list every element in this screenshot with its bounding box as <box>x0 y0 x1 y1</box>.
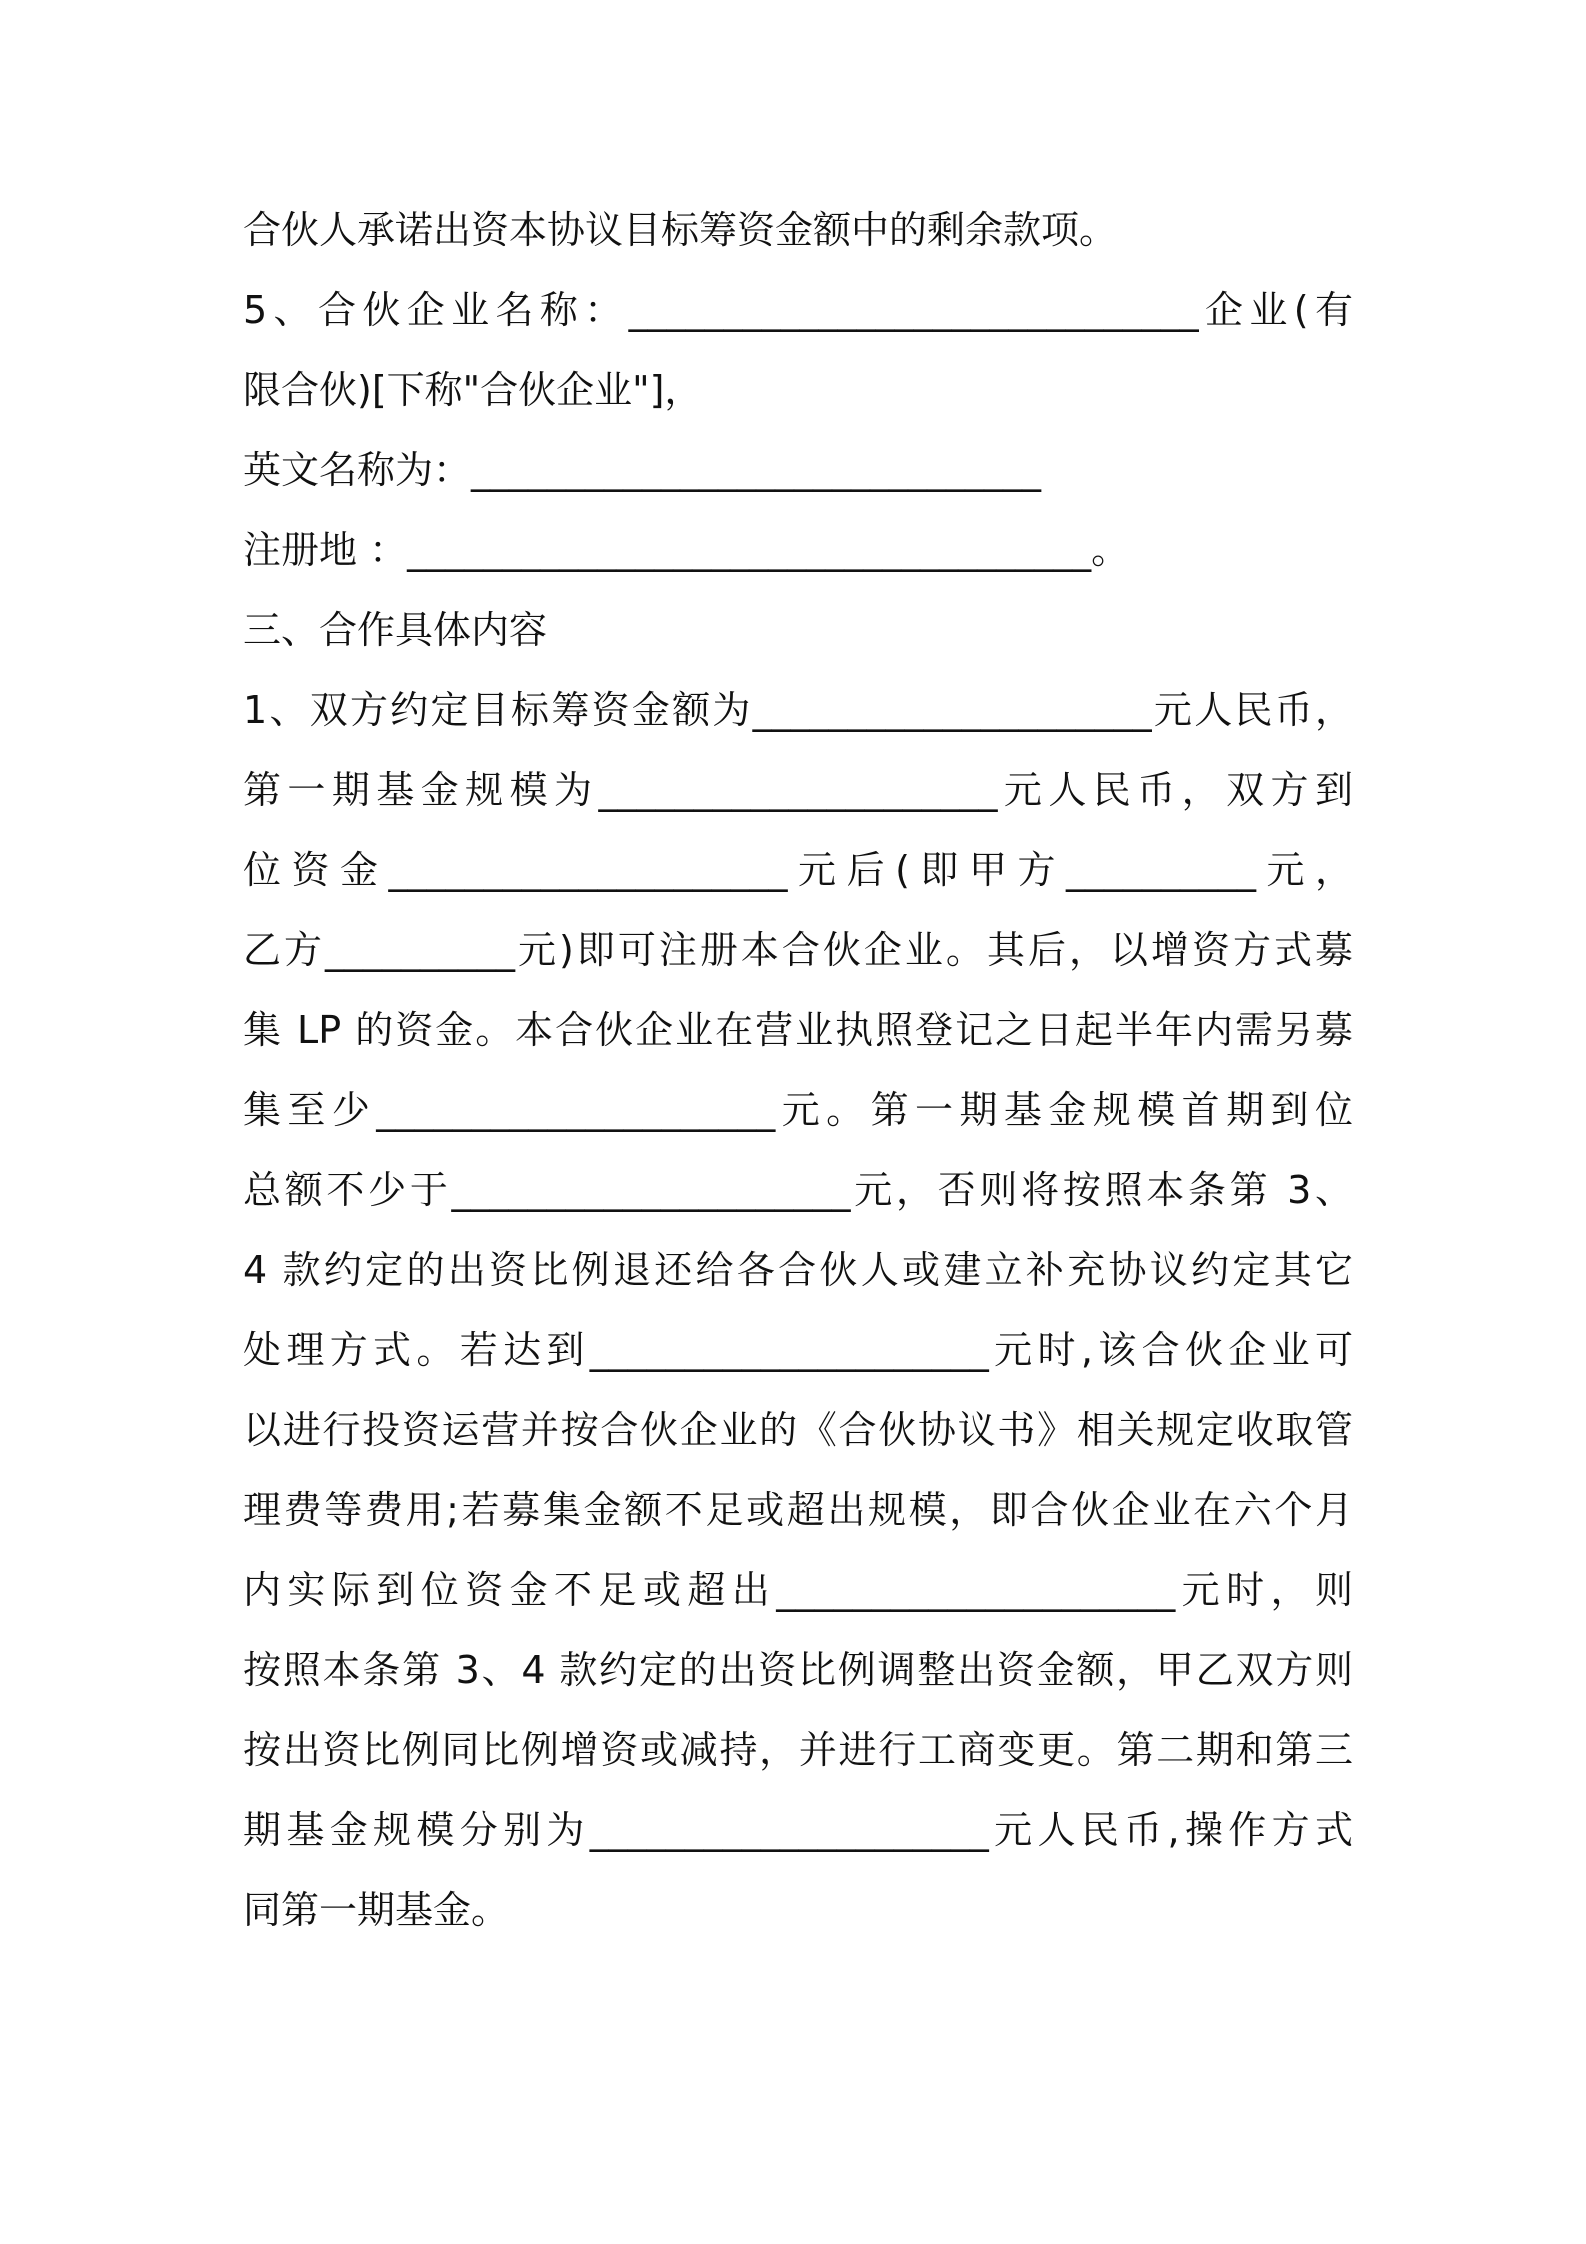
document-body <box>243 190 1353 1950</box>
paragraph-partnership-name <box>243 270 1353 430</box>
paragraph-registered-address <box>243 510 1353 590</box>
text-line: 处理方式。若达到_____________________元时,该合伙企业可 <box>243 1328 1353 1372</box>
text-line: 以进行投资运营并按合伙企业的《合伙协议书》相关规定收取管 <box>243 1408 1353 1452</box>
text-line: 按出资比例同比例增资或减持，并进行工商变更。第二期和第三 <box>243 1728 1353 1772</box>
text-line: 集 LP 的资金。本合伙企业在营业执照登记之日起半年内需另募 <box>243 1008 1353 1052</box>
text-line: 第一期基金规模为_____________________元人民币，双方到 <box>243 768 1353 812</box>
text-line: 注册地 ：____________________________________。 <box>243 528 1130 572</box>
text-line: 英文名称为：______________________________ <box>243 448 1042 492</box>
text-line: 乙方__________元)即可注册本合伙企业。其后，以增资方式募 <box>243 928 1353 972</box>
text-line: 限合伙)[下称"合伙企业"]， <box>243 368 703 412</box>
text-line: 4 款约定的出资比例退还给各合伙人或建立补充协议约定其它 <box>243 1248 1353 1292</box>
section-heading: 三、合作具体内容 <box>243 608 548 652</box>
text-line: 位资金_____________________元后(即甲方__________元， <box>243 848 1353 892</box>
text-line: 同第一期基金。 <box>243 1888 510 1932</box>
text-line: 理费等费用;若募集金额不足或超出规模，即合伙企业在六个月 <box>243 1488 1353 1532</box>
text-line: 1、双方约定目标筹资金额为_____________________元人民币， <box>243 688 1353 732</box>
paragraph-english-name <box>243 430 1353 510</box>
section-heading-cooperation-content <box>243 590 1353 670</box>
text-line: 按照本条第 3、4 款约定的出资比例调整出资金额，甲乙双方则 <box>243 1648 1353 1692</box>
text-line: 总额不少于_____________________元，否则将按照本条第 3、 <box>243 1168 1353 1212</box>
paragraph-remaining-payment <box>243 190 1353 270</box>
text-line: 集至少_____________________元。第一期基金规模首期到位 <box>243 1088 1353 1132</box>
text-line: 期基金规模分别为_____________________元人民币,操作方式 <box>243 1808 1353 1852</box>
text-line: 5、合伙企业名称：______________________________企业(有 <box>243 288 1353 332</box>
text-line: 内实际到位资金不足或超出_____________________元时，则 <box>243 1568 1353 1612</box>
text-line: 合伙人承诺出资本协议目标筹资金额中的剩余款项。 <box>243 208 1118 252</box>
paragraph-fund-details <box>243 670 1353 1950</box>
